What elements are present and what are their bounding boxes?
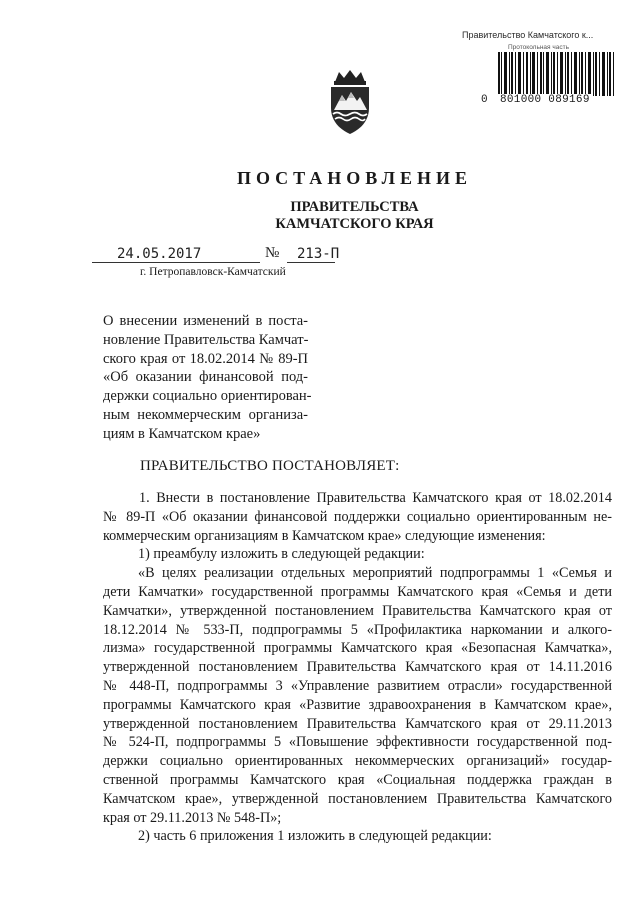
- subject-line: ского края от 18.02.2014 № 89-П: [103, 350, 308, 367]
- body-line: коммерческим организациям в Камчатском крае» следующие изменения:: [103, 527, 546, 544]
- barcode-number: 801000 089169: [500, 94, 590, 106]
- issuer-line-1: ПРАВИТЕЛЬСТВА: [290, 199, 419, 215]
- document-number: 213-П: [297, 246, 340, 262]
- body-line: «В целях реализации отдельных мероприятий подпрограммы 1 «Семья и: [138, 565, 612, 582]
- document-date: 24.05.2017: [117, 246, 202, 262]
- stamp-subtitle: Протокольная часть: [508, 44, 569, 51]
- body-line: 1) преамбулу изложить в следующей редакции:: [138, 546, 425, 563]
- body-line: 18.12.2014 № 533-П, подпрограммы 5 «Профилактика наркомании и алкого-: [103, 621, 612, 638]
- body-line: № 448-П, подпрограммы 3 «Управление развитием отрасли» государственной: [103, 677, 612, 694]
- body-line: утвержденной постановлением Правительства Камчатского края от 29.11.2013: [103, 715, 612, 732]
- decree-heading: ПРАВИТЕЛЬСТВО ПОСТАНОВЛЯЕТ:: [140, 458, 400, 474]
- registration-stamp: [462, 30, 622, 125]
- body-line: ственной программы Камчатского края «Социальная поддержка граждан в: [103, 771, 612, 788]
- subject-line: циям в Камчатском крае»: [103, 425, 261, 442]
- body-line: № 89-П «Об оказании финансовой поддержки социально ориентированным не-: [103, 508, 612, 525]
- number-underline: [287, 262, 335, 263]
- kamchatka-coat-of-arms-icon: [327, 68, 373, 136]
- body-line: № 524-П, подпрограммы 5 «Повышение эффективности государственной под-: [103, 734, 612, 751]
- date-underline: [92, 262, 260, 263]
- subject-line: держки социально ориентирован-: [103, 388, 312, 405]
- body-line: дети Камчатки» государственной программы Камчатского края «Семья и дети: [103, 583, 612, 600]
- number-sign: №: [265, 245, 280, 261]
- body-line: Камчатки», утвержденной постановлением Правительства Камчатского края от: [103, 602, 612, 619]
- issuer-line-2: КАМЧАТСКОГО КРАЯ: [275, 216, 434, 232]
- body-line: держки социально ориентированных некоммерческих организаций» государ-: [103, 753, 612, 770]
- stamp-organization: Правительство Камчатского к...: [462, 30, 594, 40]
- issue-city: г. Петропавловск-Камчатский: [140, 266, 286, 278]
- subject-line: «Об оказании финансовой под-: [103, 369, 308, 386]
- body-line: края от 29.11.2013 № 548-П»;: [103, 809, 282, 826]
- body-line: Камчатском крае», утвержденной постановлением Правительства Камчатского: [103, 790, 612, 807]
- body-line: 2) часть 6 приложения 1 изложить в следующей редакции:: [138, 828, 492, 845]
- body-line: 1. Внести в постановление Правительства Камчатского края от 18.02.2014: [139, 490, 612, 506]
- subject-line: ным некоммерческим организа-: [103, 406, 308, 423]
- body-line: утвержденной постановлением Правительства Камчатского края от 14.11.2016: [103, 659, 612, 676]
- body-line: лизма» государственной программы Камчатского края «Безопасная Камчатка»,: [103, 640, 612, 657]
- body-line: программы Камчатского края «Развитие здравоохранения в Камчатском крае»,: [103, 696, 612, 713]
- subject-line: новление Правительства Камчат-: [103, 331, 309, 348]
- document-type-title: ПОСТАНОВЛЕНИЕ: [236, 168, 473, 188]
- subject-line: О внесении изменений в поста-: [103, 313, 308, 329]
- barcode-prefix: 0: [481, 94, 488, 106]
- document-subject: [103, 312, 312, 444]
- document-body: [103, 489, 612, 846]
